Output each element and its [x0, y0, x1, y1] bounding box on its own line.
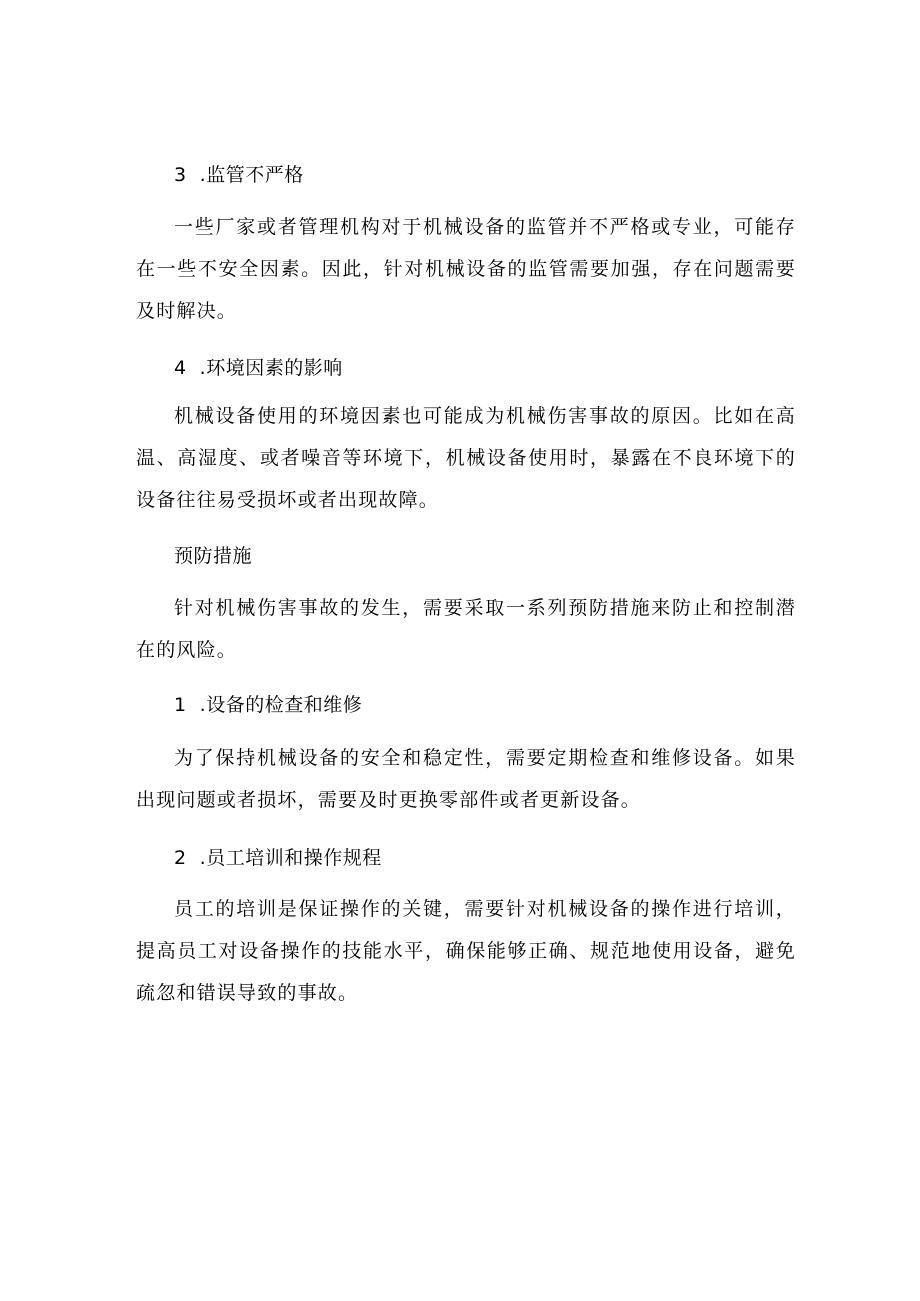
paragraph-inspection: 为了保持机械设备的安全和稳定性，需要定期检查和维修设备。如果出现问题或者损坏，需要及时更换零部件或者更新设备。 [136, 747, 796, 811]
paragraph-environment: 机械设备使用的环境因素也可能成为机械伤害事故的原因。比如在高温、高湿度、或者噪音等环境下，机械设备使用时，暴露在不良环境下的设备往往易受损坏或者出现故障。 [136, 405, 796, 511]
section-heading-training: 2 .员工培训和操作规程 [174, 847, 382, 869]
section-heading-supervision: 3 .监管不严格 [174, 164, 304, 186]
paragraph-prevention: 针对机械伤害事故的发生，需要采取一系列预防措施来防止和控制潜在的风险。 [136, 597, 796, 661]
paragraph-training: 员工的培训是保证操作的关键，需要针对机械设备的操作进行培训，提高员工对设备操作的技能水平，确保能够正确、规范地使用设备，避免疏忽和错误导致的事故。 [136, 898, 796, 1004]
section-heading-inspection: 1 .设备的检查和维修 [174, 694, 363, 716]
section-heading-prevention: 预防措施 [174, 545, 253, 567]
paragraph-supervision: 一些厂家或者管理机构对于机械设备的监管并不严格或专业，可能存在一些不安全因素。因此，针对机械设备的监管需要加强，存在问题需要及时解决。 [136, 216, 796, 322]
section-heading-environment: 4 .环境因素的影响 [174, 357, 343, 379]
